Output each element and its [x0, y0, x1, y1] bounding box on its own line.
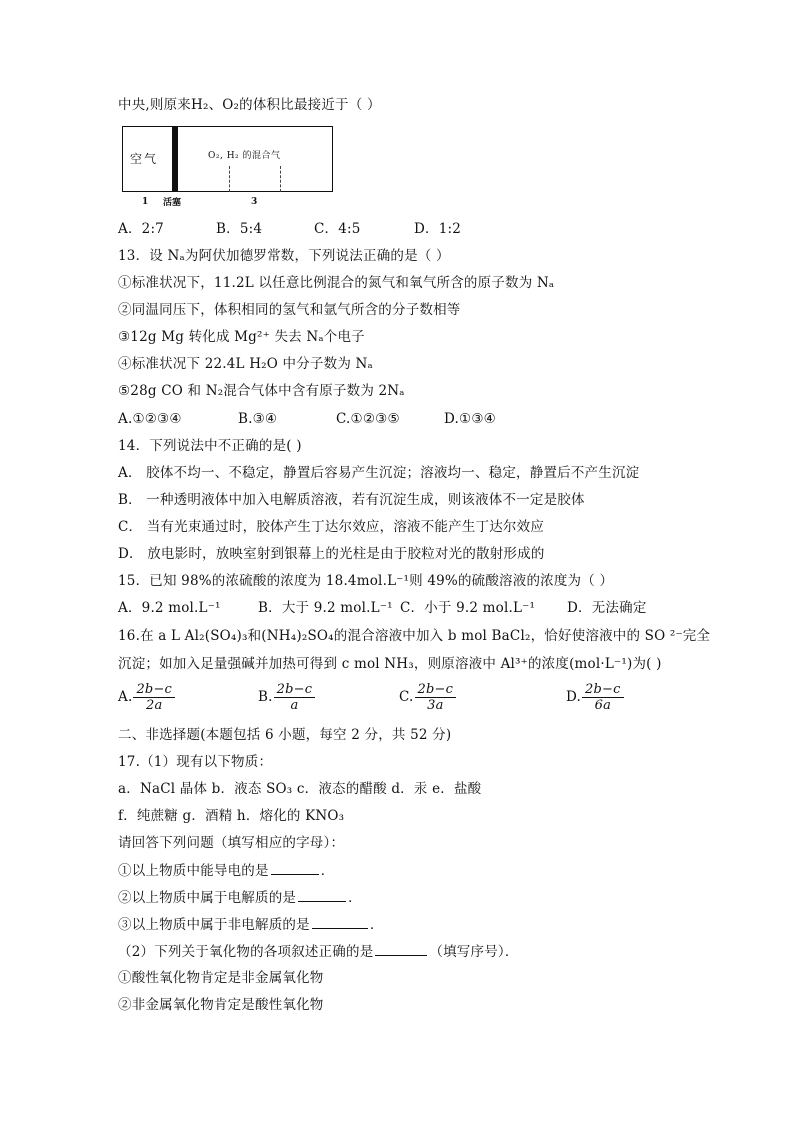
- answer-blank-1[interactable]: [271, 861, 319, 875]
- q16-option-b: [258, 682, 315, 713]
- q16-option-c: [399, 682, 456, 713]
- q16-options: [118, 682, 658, 716]
- q17-question-2-text: ②以上物质中属于电解质的是: [118, 890, 297, 906]
- q17-statement-2: ②非金属氧化物肯定是酸性氧化物: [118, 997, 324, 1013]
- q16-option-d-letter: D.: [566, 689, 582, 705]
- q15-option-b: B．大于 9.2 mol.L⁻¹: [258, 600, 393, 616]
- q16-option-d: [566, 682, 624, 713]
- fraction-denominator: 2a: [146, 698, 163, 713]
- q14-option-a: A． 胶体不均一、不稳定，静置后容易产生沉淀；溶液均一、稳定，静置后不产生沉淀: [118, 465, 640, 481]
- q16-option-d-fraction: [582, 682, 624, 713]
- q14-stem: 14．下列说法中不正确的是( ): [118, 438, 302, 454]
- q15-stem: 15．已知 98%的浓硫酸的浓度为 18.4mol.L⁻¹则 49%的硫酸溶液的浓度为（ ）: [118, 573, 614, 589]
- piston-bar: [172, 126, 178, 192]
- q12-option-d: D．1:2: [414, 221, 462, 237]
- q15-options: [118, 599, 678, 617]
- answer-blank-3[interactable]: [312, 915, 368, 929]
- answer-blank-4[interactable]: [375, 942, 427, 956]
- q15-option-a: A．9.2 mol.L⁻¹: [118, 600, 221, 616]
- q17-question-1: [118, 861, 334, 880]
- answer-blank-2[interactable]: [298, 888, 346, 902]
- q14-option-c: C． 当有光束通过时，胶体产生丁达尔效应，溶液不能产生丁达尔效应: [118, 519, 545, 535]
- divider-mark-1: [229, 166, 230, 192]
- q12-option-c: C．4:5: [314, 221, 361, 237]
- q15-option-d: D．无法确定: [567, 600, 647, 616]
- q13-item-4: ④标准状况下 22.4L H₂O 中分子数为 Nₐ: [118, 356, 373, 372]
- q17-substances-2: f．纯蔗糖 g．酒精 h．熔化的 KNO₃: [118, 808, 345, 824]
- q17-instruction: 请回答下列问题（填写相应的字母）：: [118, 835, 345, 851]
- period: ．: [348, 890, 362, 906]
- q15-option-c: C．小于 9.2 mol.L⁻¹: [400, 600, 536, 616]
- fraction-numerator: 2b−c: [582, 682, 624, 698]
- q13-option-a: A.①②③④: [118, 411, 182, 427]
- q16-option-a: [118, 682, 175, 713]
- fraction-denominator: 3a: [427, 698, 444, 713]
- q14-option-b: B． 一种透明液体中加入电解质溶液，若有沉淀生成，则该液体不一定是胶体: [118, 492, 585, 508]
- q13-option-b: B.③④: [238, 411, 278, 427]
- piston-label: 活塞: [163, 198, 182, 208]
- q14-option-d: D． 放电影时，放映室射到银幕上的光柱是由于胶粒对光的散射形成的: [118, 546, 545, 562]
- q12-container-diagram: [122, 126, 334, 192]
- fraction-denominator: a: [290, 698, 299, 713]
- air-label: 空气: [130, 152, 159, 166]
- q17-substances-1: a．NaCl 晶体 b．液态 SO₃ c．液态的醋酸 d．汞 e．盐酸: [118, 781, 482, 797]
- q17-question-3-text: ③以上物质中属于非电解质的是: [118, 917, 310, 933]
- q16-line2: 沉淀；如加入足量强碱并加热可得到 c mol NH₃，则原溶液中 Al³⁺的浓度(mol·L⁻¹)为( ): [118, 656, 662, 672]
- scale-label-3: 3: [251, 197, 258, 207]
- q13-options: [118, 410, 618, 428]
- section-2-heading: 二、非选择题(本题包括 6 小题，每空 2 分，共 52 分): [118, 727, 452, 743]
- q13-stem: 13．设 Nₐ为阿伏加德罗常数，下列说法正确的是（ ）: [118, 248, 450, 264]
- q12-continuation: 中央,则原来H₂、O₂的体积比最接近于（ ）: [118, 97, 381, 113]
- fraction-numerator: 2b−c: [274, 682, 316, 698]
- q16-option-c-letter: C.: [399, 689, 414, 705]
- q12-option-a: A．2:7: [118, 221, 164, 237]
- q13-option-d: D.①③④: [444, 411, 496, 427]
- fraction-numerator: 2b−c: [415, 682, 457, 698]
- fraction-denominator: 6a: [594, 698, 612, 713]
- q16-option-a-fraction: [133, 682, 175, 713]
- q17-part2: [118, 942, 519, 961]
- q13-option-c: C.①②③⑤: [336, 411, 400, 427]
- q16-option-b-letter: B.: [258, 689, 273, 705]
- q17-part1: 17.（1）现有以下物质：: [118, 754, 273, 770]
- period: ．: [320, 863, 335, 879]
- q17-statement-1: ①酸性氧化物肯定是非金属氧化物: [118, 970, 324, 986]
- q17-question-3: [118, 915, 384, 934]
- q17-part2-tail: （填写序号）．: [429, 944, 519, 960]
- period: ．: [369, 917, 384, 933]
- q12-options: [118, 220, 678, 238]
- q13-item-3: ③12g Mg 转化成 Mg²⁺ 失去 Nₐ个电子: [118, 329, 365, 345]
- q13-item-5: ⑤28g CO 和 N₂混合气体中含有原子数为 2Nₐ: [118, 383, 405, 399]
- divider-mark-2: [280, 166, 281, 192]
- q16-option-b-fraction: [274, 682, 316, 713]
- scale-label-1: 1: [142, 197, 149, 207]
- q16-line1: 16.在 a L Al₂(SO₄)₃和(NH₄)₂SO₄的混合溶液中加入 b mol BaCl₂，恰好使溶液中的 SO ²⁻完全: [118, 628, 711, 644]
- q13-item-1: ①标准状况下，11.2L 以任意比例混合的氮气和氧气所含的原子数为 Nₐ: [118, 275, 555, 291]
- q16-option-a-letter: A.: [118, 689, 133, 705]
- q16-option-c-fraction: [415, 682, 457, 713]
- q17-question-2: [118, 888, 362, 907]
- q13-item-2: ②同温同压下，体积相同的氢气和氩气所含的分子数相等: [118, 302, 461, 318]
- q17-part2-text: （2）下列关于氧化物的各项叙述正确的是: [118, 944, 374, 960]
- mixture-label: O₂, H₂ 的混合气: [208, 151, 281, 161]
- q12-option-b: B．5:4: [216, 221, 263, 237]
- q17-question-1-text: ①以上物质中能导电的是: [118, 863, 269, 879]
- fraction-numerator: 2b−c: [133, 682, 175, 698]
